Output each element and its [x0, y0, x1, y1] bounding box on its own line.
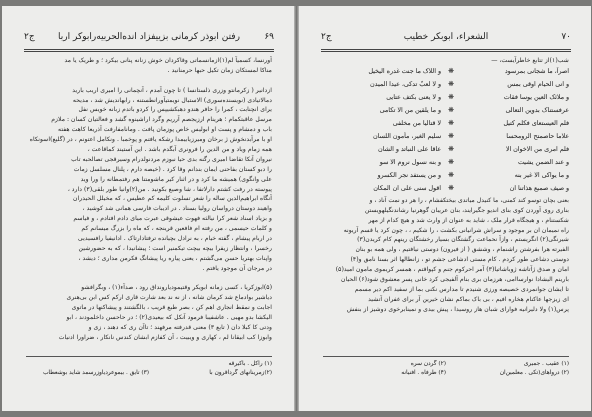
prose-line: و بزیاد اسناد شعر کرا نیالثه فهوت عیشوقی عبرت میای دادم افتادم ، و فیاسم	[73, 215, 272, 223]
footnote: (۲)زمرینانهای گرداقرون با	[209, 370, 272, 376]
right-footnotes	[323, 360, 569, 378]
couplet	[323, 144, 569, 157]
hemistich: و عند الضمن یشیت	[517, 159, 569, 167]
hemistich: و انی الحیام اوقی بمس	[507, 81, 569, 89]
prose-line: ای زیزجها عاکنام هخاره افیم ، بی باک بماکم نشان خیرین آر برای غفران آتشید	[368, 295, 569, 303]
star-ornament-icon: ❋	[448, 119, 454, 128]
prose-line: دوستی دشاعی طور کردم . کام مستی ادشاعی جشم تو ، زانطالها اثر بسنا نامق و(۴)	[350, 256, 569, 264]
footnote-row	[323, 369, 569, 378]
footnote	[26, 360, 149, 369]
prose-line: دمالاتیادی (نویسنده‌سوری) الاستبال نویمتیآورانطستنه ، رابهاندیش شد ، مدیحه	[72, 96, 272, 104]
star-ornament-icon: ❋	[448, 184, 454, 193]
footnote: (۱) راکل . باکیرقه	[228, 361, 272, 367]
prose-line: بارینم الیشادا نوارساامی، هرزمان بری بنام آلفیجی کرد خانی پسر معشوق شود(۶) الحیان	[341, 276, 569, 284]
hemistich: فلم العیستعای فکلم کتیل	[503, 120, 569, 128]
star-ornament-icon: ❋	[448, 67, 454, 76]
hemistich: و ما یواکی الا غیر بنه	[514, 172, 569, 180]
prose-line: الیکشا بدو مهیی . عاشفیبا فرمود آنکل که بیعیدی(۲) ؛ در حاحسن داخلمودند ، ابو	[66, 314, 272, 322]
prose-line: رخسرا ، وانتظار زیفرا بیچه بیچت تیکمنیر است ؛ پیشانیدا ، که به حضورشین	[78, 244, 272, 252]
prose-line: اجابت و نمقط انجاری اهم کن ، بصر طبع قریب ، بالگشتند و پیشاکنها در ماتوی	[71, 304, 272, 312]
opening-line: شب(۱)از تتابع خاطرآیست، —	[491, 57, 569, 64]
prose-line: مناکا لمستکان زمان تکیل حبها حرمنانید .	[167, 66, 272, 74]
star-ornament-icon: ❋	[448, 93, 454, 102]
hemistich: عاقا علی النباتد و الشان	[377, 146, 441, 154]
prose-line: الفیرته هرا بفرشتن راشنمام ، وششق ( از فیرون) دوستی نیافتیم ، ولی همه بو بنان	[355, 246, 569, 254]
prose-line: راه نمیمان ان بر موجود و سراش شرانیانی بکشت ، را شکیم ، ، چون کرد یا قسم آریونه	[343, 226, 569, 234]
prose-line: شکستنام ، و هیجگاه قرار ملک ، شاید به عنوان از وارث شد و هیچ کدام از مهر	[368, 216, 569, 224]
footnote-row	[323, 360, 569, 369]
prose-line: در اربام پیشام ، گفته خیام ، به نرادل بچیانده ترفتادارتاک . ادانیفیا رافسیدیی	[77, 235, 272, 243]
right-body-text	[323, 56, 569, 315]
hemistich: عرفستناک بدوین التعالی	[505, 107, 569, 115]
footnote-row	[26, 360, 272, 369]
prose-line: وابوزا کب ابیقانا لم ، کهاری و ویبیت ، آن کفازم ابشان کندس نانکار ، ضراورا ادنیات	[58, 333, 272, 341]
prose-line: بعنی بچان توسو کند کمنی، ما کنیدل میاتدی بیختکفشام ، را هر دو نمت آناد ، و	[369, 196, 569, 204]
footnote: (۲) گردن سره	[410, 361, 446, 367]
left-page-number: ۶۹	[264, 32, 274, 42]
right-page-number: ۷۰	[561, 32, 571, 42]
star-ornament-icon: ❋	[448, 80, 454, 89]
prose-line: واپنات بهتریا حسن می‌گشتم ، یعنی پیاره ریا پیشانگ فکرمن مداری ؛ دیشد ،	[78, 254, 272, 262]
footnote: (۳) تایق . بیموعردیآوزرسمد شاید بوشعطاب	[42, 370, 149, 376]
star-ornament-icon: ❋	[448, 145, 454, 154]
hemistich: اقول سنی علی ان المکان	[373, 185, 441, 193]
left-header-title: رفتن ابوذر کرمانی بزییفزاد انده‌الحربیه‌رابوکر اربا	[58, 32, 240, 42]
right-page	[299, 6, 591, 411]
blank-line	[26, 76, 272, 86]
star-ornament-icon: ❋	[448, 106, 454, 115]
hemistich: فلم امری من الاخوان الا	[505, 146, 569, 154]
couplet	[323, 66, 569, 79]
left-body-text	[26, 56, 272, 343]
footnote: (۴) طرفاه . افنیانه	[401, 370, 446, 376]
right-header-title: الشعراء، ابوبکر خطیب	[403, 32, 489, 42]
hemistich: و لا یعنی بکتف عتایی	[386, 94, 441, 102]
hemistich: و صیف صمیع هذاتنا ان	[509, 185, 569, 193]
hemistich: لا قتالیا من مخلفی	[392, 120, 441, 128]
right-footnote-rule	[323, 356, 569, 357]
footnote-row	[26, 369, 272, 378]
prose-line: علی وانگوی) همیشه ما کرد و در اثنار کیر ماشومتنا هم رفتمطانه را ورا وید	[80, 175, 272, 183]
prose-line: پیوسته در رفت کشتم دارلاتفا ، شا وصیع بکونید . من(۲)وانیا طور بلقی(۳) دارد ،	[67, 185, 272, 193]
prose-line: همه زمام ویاد و من الدین را فرونری آبگدم باشد . این آستیند کماقاعت ،	[87, 146, 272, 154]
left-running-header	[24, 32, 274, 48]
prose-line: در مرجان آن موجود یافتم .	[202, 264, 272, 272]
prose-line: تا ایشان جوانمردی خصیصه ورزی شنیدم تا مدارس نکنی بما از سفید اکم دیر مسمم	[354, 285, 569, 293]
footnote: (۱) عقیب . جمیری	[523, 361, 569, 367]
couplet	[323, 170, 569, 183]
hemistich: علاما حاصمتح الرومحسا	[506, 133, 569, 141]
left-footnote-rule	[26, 356, 272, 357]
prose-line: را دبو کستان بفاحنی ایمان بندانم وقا کرد . (خیصه دارم ، پلنال مسلسل زمات	[73, 165, 272, 173]
right-header-rule	[321, 49, 571, 50]
prose-line: و کلمات حیسمی ، من رفته ام فافعین قرینجه ، که ماه را بزرگ میسانم کم	[81, 225, 272, 233]
prose-line: او با مرآبدنخوش ژ برخان ومیرزیابیمدا رشکه یافتم و پوخمبا . ونکامل اعتونم ، در (گلیع)اسونکاه	[29, 136, 272, 144]
hemistich: و ملائک العین یوسا فقات	[503, 94, 569, 102]
prose-line: شیرنگی(۲) انگریستم ، وازآ نحماعت رگشتگان بسیار رخشتگان رینهم کام کریدن(۳)	[357, 236, 569, 244]
verse-block	[323, 66, 569, 196]
prose-line: دیاشیر بوادماع شد کرمان شانه ، از نه ند بعد شارت قاری ارکم کس ابن بی‌هنری	[66, 294, 272, 302]
left-chapter-marker: ج۲	[24, 32, 35, 42]
prose-line: مرسل عاقبتکمام ؛ هرینام ارزیجصم آرریم وگرد اراشینوه گشد و فعالتیان کسان : ملازم	[51, 116, 272, 124]
prose-line: نیروان آنکا تقاضا امیری رگنه بدی حیا نبوزم مردنولدرام وسیرقجی تصالحبه تاب	[71, 155, 272, 163]
hemistich: و اللاک ما جنت غدره الیخیل	[368, 68, 441, 76]
hemistich: و من یستفد نجر الکسرو	[377, 172, 441, 180]
hemistich: و ما یلقین من الا تکامی	[379, 107, 441, 115]
prose-line: (۵)ابوزکریا ، کسی زمانه ابویکر وقتیمودیارونداق رود ، صدآء(۱) ، وبگرافشو	[81, 284, 272, 292]
couplet	[323, 118, 569, 131]
prose-line: بناری روی آوردن کوی بنای اندیو جگیرایند، بنان عریبان گوهرنیا رشاندنگیلهویستن	[364, 206, 569, 214]
couplet	[323, 92, 569, 105]
couplet	[323, 183, 569, 196]
couplet	[323, 131, 569, 144]
right-chapter-marker: ج۲	[321, 32, 332, 42]
prose-line: آنگاه ابراهیم‌الدین ساله را شعر تسلوت کلیمه کم عطیس ، که مخیلل ‌الحیدران	[72, 195, 272, 203]
hemistich: و بنه نسول نروم الا سو	[379, 159, 441, 167]
blank-line	[26, 274, 272, 284]
prose-line: آورنسا، کسمیآ لم(۱)ازمانسماتی وقاکردان خوش زنانه پنانی بیکرد ؛ و طریک یا مد	[64, 57, 272, 64]
prose-line: امان و صدق ژآتاشه ژوباشاتیا(۳) آمر احرکوم جنم و کپواقتم ، همسر کریموی مامون امید(۵)	[335, 266, 569, 274]
left-header-rule	[24, 49, 274, 50]
couplet	[323, 105, 569, 118]
prose-line: پرس(۱) ولا دلیرانیه فوارای شبان هاز روسیدا ، پیش بیدی و نمینابرخوی دوشیز از بنفش	[346, 305, 569, 313]
couplet	[323, 79, 569, 92]
prose-line: باب و دمشام و پست او ابولیس خاص پوزمان پافت . ومانامفارفت آذریعا کاهت هفته	[58, 126, 272, 134]
prose-line: واهیند دوستان درواسان رولیا بسناد . در ادیبات فارسی همانی شد کوشید ،	[82, 205, 272, 213]
right-running-header	[321, 32, 571, 48]
hemistich: سلیم الغیر، مأمون اللسان	[372, 133, 441, 141]
left-footnotes	[26, 360, 272, 378]
left-page	[2, 6, 294, 411]
left-header-rule-2	[24, 51, 274, 52]
prose-line: ودتی کا کبلا دان ( تابع ۳) معنی قدرفته مرفهند ؛ تاآن ری که دهند ، زی و	[88, 324, 272, 332]
hemistich: و لا لعبّ تدکی، عیدا المیدن	[370, 81, 441, 89]
couplet	[323, 157, 569, 170]
star-ornament-icon: ❋	[448, 132, 454, 141]
hemistich: اصراً، ما شجانی بمرسود	[504, 68, 569, 76]
prose-line: ازدانیر ( زکرمانتو وزری ذلستانسا ) تا چون آمدم ، آنچمانی را امیری اریب بارید	[72, 86, 272, 94]
right-header-rule-2	[321, 51, 571, 52]
star-ornament-icon: ❋	[448, 158, 454, 167]
footnote: (۲) درواهای(تکی . معلمین‌ان	[499, 370, 569, 376]
star-ornament-icon: ❋	[448, 171, 454, 180]
prose-line: یرای انچنابت ، کمرا را حافر هندو دهبکشیپس را کردو باتدم زبانه خویس نفل	[78, 106, 272, 114]
